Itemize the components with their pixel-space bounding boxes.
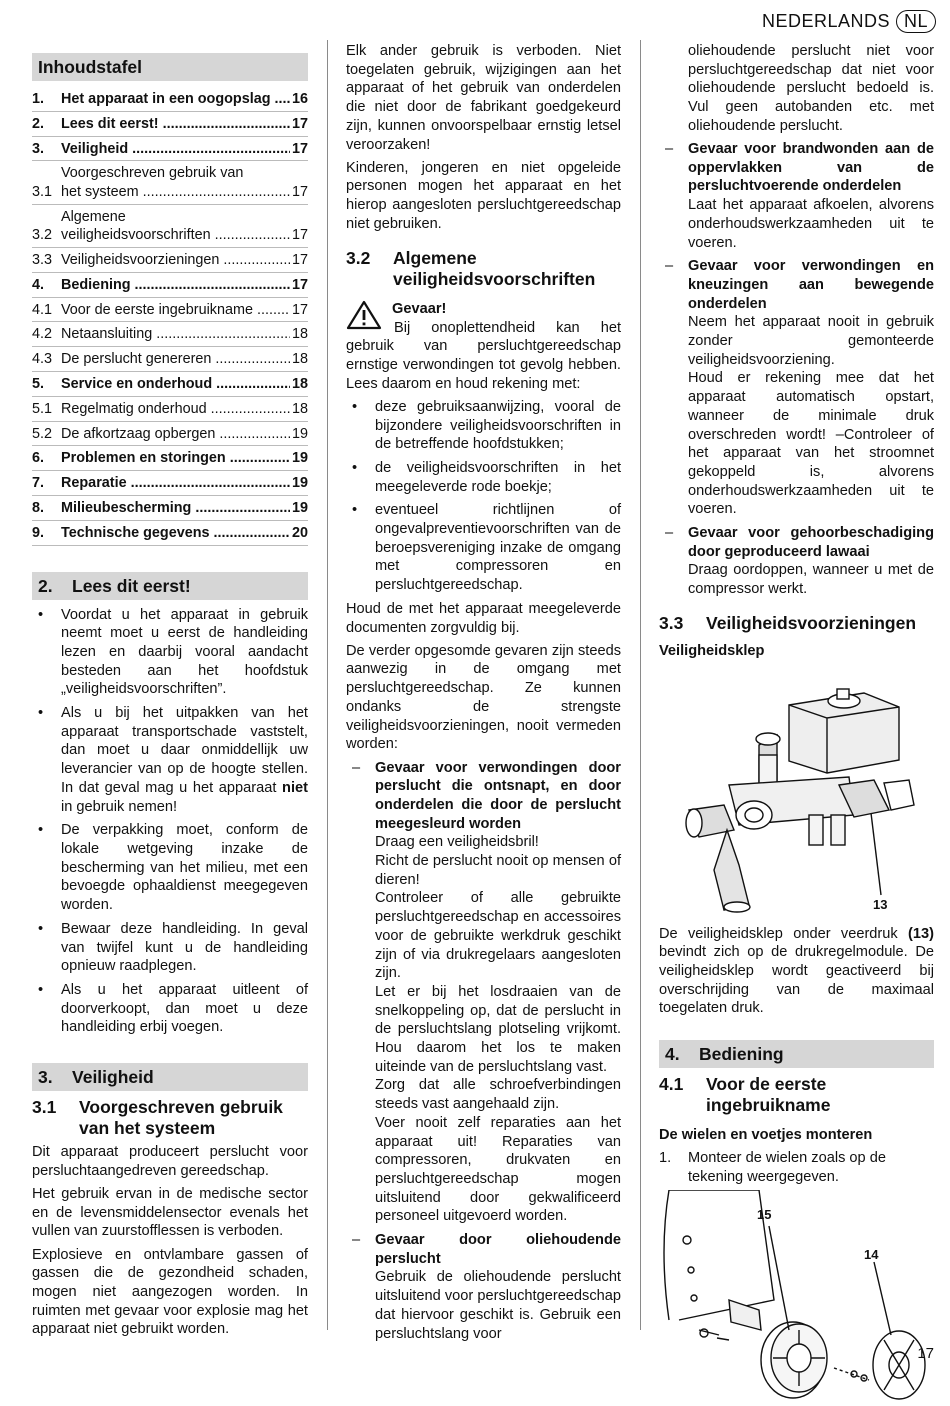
toc-item	[32, 273, 308, 298]
toc-item	[32, 137, 308, 162]
toc-item-title: Veiligheid .....	[61, 140, 290, 159]
column-middle	[346, 42, 621, 1343]
list-item: • Als u het apparaat uitleent of doorverkoopt, dan moet u deze handleiding erbij voegen.	[32, 981, 308, 1037]
hazard-line: Draag een veiligheidsbril!	[375, 834, 539, 851]
list-item: • De verpakking moet, conform de lokale wetgeving inzake de bescherming van het milieu, met een bevoegde ophaaldienst meegegeven worden.	[32, 821, 308, 915]
column-right	[659, 42, 934, 1400]
paragraph: Het gebruik ervan in de medische sector en de levensmiddelensector evenals het vullen van zuurstofflessen is verboden.	[32, 1185, 308, 1240]
section-heading-3-3: 3.3 Veiligheidsvoorzieningen	[659, 612, 917, 633]
section-heading-4: 4. Bediening	[659, 1040, 934, 1068]
hazard-list-continued	[659, 140, 934, 599]
hazard-line: Voer nooit zelf reparaties aan het apparaat uit! Reparaties van compressoren, drukvaten en persluchtgereedschap mogen uitsluitend door gekwalificeerd personeel uitgevoerd worden.	[375, 1114, 621, 1225]
wheel-assembly-drawing	[659, 1190, 934, 1400]
toc-item-title-line: veiligheidsvoorschriften .....	[61, 226, 290, 245]
section-heading-3-1: 3.1 Voorgeschreven gebruik van het systeem	[32, 1097, 283, 1139]
hazard-line: Laat het apparaat afkoelen, alvorens onderhoudswerkzaamheden uit te voeren.	[688, 197, 934, 251]
toc-item-title: Het apparaat in een oogopslag .....	[61, 90, 290, 109]
language-indicator	[762, 10, 936, 33]
section-heading-4-1: 4.1 Voor de eerste ingebruikname	[659, 1074, 831, 1116]
safety-list	[346, 398, 621, 595]
read-first-list	[32, 606, 308, 1037]
hazard-line: Neem het apparaat nooit in gebruik zonder gemonteerde veiligheidsvoorziening.	[688, 314, 934, 368]
hazard-title: – Gevaar voor verwondingen en kneuzingen aan bewegende onderdelen	[688, 258, 934, 312]
hazard-title: – Gevaar voor gehoorbeschadiging door geproduceerd lawaai	[688, 525, 934, 560]
toc-item	[32, 87, 308, 112]
subheading: De wielen en voetjes monteren	[659, 1127, 873, 1144]
steps-list	[659, 1149, 934, 1186]
toc-item	[32, 112, 308, 137]
paragraph: Explosieve en ontvlambare gassen of gassen die de gezondheid schaden, mogen niet aangezogen worden. In ruimten met gevaar voor explosie mag het apparaat niet gebruikt worden.	[32, 1246, 308, 1338]
toc-item-title	[61, 208, 290, 245]
hazard-item	[659, 524, 934, 599]
toc-item-page: 20	[291, 524, 308, 541]
section-heading-2: 2. Lees dit eerst!	[32, 572, 308, 600]
hazard-list	[346, 759, 621, 1344]
hazard-line: Gebruik de oliehoudende perslucht uitsluitend voor persluchtgereedschap dat hiervoor geschikt is. Gebruik een persluchtslang voor	[375, 1269, 621, 1342]
hazard-item	[659, 257, 934, 519]
table-of-contents	[32, 87, 308, 546]
column-divider	[327, 40, 328, 1330]
toc-item-number: 5.1	[32, 400, 53, 417]
warning-triangle-icon	[346, 300, 382, 330]
toc-item-title: Netaansluiting .....	[61, 325, 290, 344]
callout-14: 14	[864, 1247, 879, 1263]
toc-item	[32, 521, 308, 546]
toc-item-title: Bediening .....	[61, 276, 290, 295]
toc-item-title: Problemen en storingen .....	[61, 449, 290, 468]
warning-text: Bij onoplettendheid kan het gebruik van persluchtgereedschap ernstige verwondingen tot gevolg hebben. Lees daarom en houd rekening met:	[346, 319, 621, 392]
hazard-line: Draag oordoppen, wanneer u met de compressor werkt.	[688, 562, 934, 598]
list-item: • eventueel richtlijnen of ongevalpreventievoorschriften van de beroepsvereniging inzake de omgang met compressoren en persluchtgereedschap.	[346, 501, 621, 595]
toc-item	[32, 372, 308, 397]
paragraph: Elk ander gebruik is verboden. Niet toegelaten gebruik, wijzigingen aan het apparaat of het gebruik van onderdelen die niet door de fabrikant goedgekeurd zijn, kunnen onvoorspelbaar ernstig letsel veroorzaken!	[346, 43, 621, 153]
toc-item-title: Veiligheidsvoorzieningen .....	[61, 251, 290, 270]
page-number: 17	[917, 1345, 934, 1363]
hazard-line: Richt de perslucht nooit op mensen of dieren!	[375, 853, 621, 888]
toc-item-page: 17	[291, 301, 308, 318]
toc-item-page: 19	[291, 475, 308, 492]
subheading: Veiligheidsklep	[659, 642, 765, 659]
section-heading-3-2: 3.2 Algemene veiligheidsvoorschriften	[346, 247, 596, 289]
paragraph: De verder opgesomde gevaren zijn steeds aanwezig in de omgang met persluchtgereedschap. Ze kunnen ondanks de strengste veiligheidsvoorzieningen, nooit vermeden worden:	[346, 642, 621, 753]
toc-item-number: 6.	[32, 450, 45, 467]
toc-item-title: De afkortzaag opbergen .....	[61, 425, 290, 444]
toc-item	[32, 248, 308, 273]
hazard-line: Zorg dat alle schroefverbindingen steeds vast aangehaald zijn.	[375, 1077, 621, 1113]
hazard-line: Controleer of alle gebruikte persluchtgereedschap en accessoires voor de gebruikte werkdruk geschikt zijn of via drukregelaars aangesloten zijn.	[375, 890, 621, 982]
toc-item	[32, 422, 308, 447]
toc-item-page: 17	[291, 140, 308, 157]
toc-item-title	[61, 164, 290, 201]
toc-item-page: 17	[291, 183, 308, 200]
toc-item-number: 4.2	[32, 326, 53, 343]
toc-item-page: 18	[291, 375, 308, 392]
toc-item-number: 4.	[32, 276, 45, 293]
hazard-title: – Gevaar voor brandwonden aan de oppervlakken van de persluchtvoerende onderdelen	[688, 141, 934, 195]
toc-item	[32, 298, 308, 323]
toc-item	[32, 496, 308, 521]
toc-item	[32, 471, 308, 496]
toc-item	[32, 446, 308, 471]
toc-item-title: Service en onderhoud .....	[61, 375, 290, 394]
paragraph: Kinderen, jongeren en niet opgeleide personen mogen het apparaat en het hierop aangesloten persluchtgereedschap niet gebruiken.	[346, 159, 621, 232]
toc-item	[32, 347, 308, 372]
paragraph: De veiligheidsklep onder veerdruk (13) bevindt zich op de drukregelmodule. De veiligheidsklep wordt geactiveerd bij overschrijding van de maximaal toegelaten druk.	[659, 925, 934, 1017]
toc-item-number: 9.	[32, 524, 45, 541]
hazard-item	[659, 140, 934, 252]
toc-item-page: 19	[291, 499, 308, 516]
list-item: • deze gebruiksaanwijzing, vooral de bijzondere veiligheidsvoorschriften in de betreffende hoofdstukken;	[346, 398, 621, 454]
toc-item-number: 1.	[32, 91, 45, 107]
callout-13: 13	[873, 896, 888, 912]
toc-item-title: Regelmatig onderhoud .....	[61, 400, 290, 419]
toc-item-number: 4.3	[32, 351, 53, 368]
toc-item	[32, 322, 308, 347]
paragraph: Houd de met het apparaat meegeleverde documenten zorgvuldig bij.	[346, 600, 621, 636]
toc-item	[32, 397, 308, 422]
hazard-title: – Gevaar door oliehoudende perslucht	[375, 1232, 621, 1267]
toc-item-title: Technische gegevens .....	[61, 524, 290, 543]
list-item: • Bewaar deze handleiding. In geval van twijfel kunt u de handleiding opnieuw raadplegen.	[32, 920, 308, 976]
column-left	[32, 42, 308, 1344]
paragraph: Dit apparaat produceert perslucht voor persluchtaangedreven gereedschap.	[32, 1144, 308, 1179]
section-heading-3: 3. Veiligheid	[32, 1063, 308, 1091]
safety-valve-illustration	[659, 665, 934, 915]
hazard-item	[346, 1231, 621, 1343]
toc-item-number: 7.	[32, 475, 45, 492]
toc-item-number: 5.	[32, 375, 45, 392]
language-label: NEDERLANDS	[761, 11, 890, 31]
toc-item-number: 3.2	[32, 227, 53, 244]
wheel-mounting-illustration	[659, 1190, 934, 1400]
toc-item-number: 5.2	[32, 425, 53, 442]
toc-item-page: 19	[291, 450, 308, 467]
toc-item	[32, 161, 308, 204]
toc-item-title-line: Voorgeschreven gebruik van	[61, 165, 244, 182]
list-item: • Als u bij het uitpakken van het apparaat transportschade vaststelt, dan moet u daar onmiddellijk uw leverancier van op de hoogte stellen. In dat geval mag u het apparaat niet in gebruik nemen!	[32, 704, 308, 816]
toc-item-number: 8.	[32, 499, 45, 516]
hazard-line: Let er bij het losdraaien van de snelkoppeling op, dat de perslucht in de persluchtslang plotseling vrijkomt. Hou daarom het los te maken uiteinde van de persluchtslang vast.	[375, 983, 621, 1075]
list-item: • Voordat u het apparaat in gebruik neemt moet u eerst de handleiding lezen en daarbij vooral aandacht besteden aan het hoofdstuk „veiligheidsvoorschriften”.	[32, 606, 308, 700]
warning-title: Gevaar!	[392, 300, 447, 317]
toc-item-title: De perslucht genereren .....	[61, 350, 290, 369]
pressure-switch-drawing	[659, 665, 934, 915]
toc-item-page: 18	[291, 351, 308, 368]
toc-item-page: 19	[291, 425, 308, 442]
toc-item-number: 3.3	[32, 251, 53, 268]
callout-15: 15	[757, 1207, 772, 1223]
hazard-item	[346, 759, 621, 1227]
toc-item-page: 17	[291, 276, 308, 293]
toc-item	[32, 205, 308, 248]
toc-item-title-line: Algemene	[61, 208, 126, 225]
toc-item-title: Reparatie .....	[61, 474, 290, 493]
toc-item-number: 3.1	[32, 183, 53, 200]
toc-item-page: 18	[291, 400, 308, 417]
step-item: 1. Monteer de wielen zoals op de tekening weergegeven.	[659, 1149, 886, 1185]
toc-title: Inhoudstafel	[32, 53, 308, 81]
toc-item-title: Lees dit eerst! .....	[61, 115, 290, 134]
toc-item-page: 17	[291, 251, 308, 268]
hazard-line: Houd er rekening mee dat het apparaat automatisch opstart, wanneer de minimale druk overschreden wordt! –Controleer of het apparaat van het stroomnet gekoppeld is, alvorens onderhoudswerkzaamheden uit te voeren.	[688, 370, 934, 518]
toc-item-page: 17	[291, 115, 308, 132]
toc-item-title-line: het systeem .....	[61, 183, 290, 202]
toc-item-page: 18	[291, 326, 308, 343]
toc-item-title: Voor de eerste ingebruikname .....	[61, 301, 290, 320]
hazard-title: – Gevaar voor verwondingen door perslucht die ontsnapt, en door onderdelen die door de perslucht meegesleurd worden	[375, 759, 621, 832]
list-item: • de veiligheidsvoorschriften in het meegeleverde rode boekje;	[346, 459, 621, 496]
language-code-badge: NL	[896, 10, 936, 33]
toc-item-number: 2.	[32, 115, 45, 132]
toc-item-number: 3.	[32, 140, 45, 157]
column-divider	[640, 40, 641, 1330]
hazard-line-continued: oliehoudende perslucht niet voor persluchtgereedschap dat niet voor oliehoudende perslucht bedoeld is. Vul geen autobanden etc. met oliehoudende perslucht.	[688, 43, 934, 134]
toc-item-page: 16	[291, 91, 308, 107]
toc-item-title: Milieubescherming .....	[61, 499, 290, 518]
toc-item-number: 4.1	[32, 301, 53, 318]
toc-item-page: 17	[291, 227, 308, 244]
